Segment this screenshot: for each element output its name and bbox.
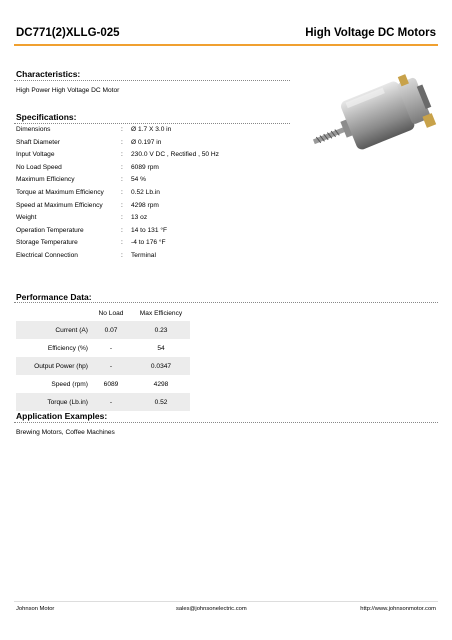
- spec-label: Weight: [16, 214, 37, 222]
- specifications-divider: [14, 123, 290, 124]
- application-text: Brewing Motors, Coffee Machines: [16, 429, 115, 436]
- row-label: Speed (rpm): [51, 380, 88, 388]
- application-heading: Application Examples:: [16, 411, 108, 421]
- no-load-value: 0.07: [90, 321, 132, 339]
- spec-row: [16, 214, 296, 227]
- spec-row: [16, 227, 296, 240]
- performance-col-no-load: No Load: [98, 310, 124, 317]
- max-efficiency-value: 0.52: [132, 393, 190, 411]
- spec-label: Operation Temperature: [16, 226, 84, 234]
- spec-value: 0.52 Lb.in: [131, 189, 160, 196]
- no-load-value: -: [109, 344, 113, 352]
- spec-colon: :: [121, 176, 123, 184]
- performance-table: [16, 306, 190, 411]
- spec-row: [16, 151, 296, 164]
- footer-email[interactable]: sales@johnsonelectric.com: [176, 606, 247, 612]
- header-divider: [14, 44, 438, 46]
- characteristics-text: High Power High Voltage DC Motor: [16, 87, 120, 94]
- spec-row: [16, 239, 296, 252]
- spec-label: Dimensions: [16, 126, 51, 133]
- characteristics-divider: [14, 80, 290, 81]
- no-load-value: -: [90, 357, 132, 375]
- characteristics-heading: Characteristics:: [16, 69, 81, 79]
- spec-colon: :: [121, 252, 123, 259]
- specifications-heading: Specifications:: [16, 112, 77, 122]
- spec-label: Torque at Maximum Efficiency: [16, 189, 104, 196]
- spec-value: 14 to 131 °F: [131, 226, 167, 234]
- footer-website[interactable]: http://www.johnsonmotor.com: [360, 606, 436, 612]
- table-row: [16, 339, 190, 357]
- spec-colon: :: [121, 138, 123, 146]
- spec-colon: :: [121, 214, 123, 222]
- spec-row: [16, 176, 296, 189]
- performance-col-blank: [16, 306, 90, 321]
- spec-label: Input Voltage: [16, 151, 55, 159]
- performance-heading: Performance Data:: [16, 292, 92, 302]
- spec-value: Ø 0.197 in: [131, 138, 162, 146]
- spec-value: -4 to 176 °F: [131, 239, 166, 247]
- spec-value: 6089 rpm: [131, 163, 159, 171]
- spec-row: [16, 189, 296, 202]
- spec-colon: :: [121, 239, 123, 247]
- spec-row: [16, 164, 296, 177]
- row-label: Torque (Lb.in): [16, 393, 90, 411]
- spec-value: 4298 rpm: [131, 201, 159, 209]
- spec-colon: :: [121, 163, 123, 171]
- spec-value: 230.0 V DC , Rectified , 50 Hz: [131, 151, 219, 159]
- performance-header-row: [16, 306, 190, 321]
- table-row: [16, 393, 190, 411]
- spec-colon: :: [121, 189, 123, 196]
- spec-row: [16, 139, 296, 152]
- max-efficiency-value: 54: [157, 344, 165, 352]
- product-category: High Voltage DC Motors: [305, 27, 436, 39]
- row-label: Output Power (hp): [16, 357, 90, 375]
- no-load-value: -: [90, 393, 132, 411]
- spec-value: 13 oz: [131, 214, 148, 222]
- motor-photo: [306, 64, 442, 162]
- spec-row: [16, 252, 296, 265]
- spec-row: [16, 126, 296, 139]
- footer-company: Johnson Motor: [16, 606, 55, 612]
- footer-divider: [14, 601, 438, 602]
- spec-colon: :: [121, 126, 123, 133]
- spec-colon: :: [121, 151, 123, 159]
- spec-label: Electrical Connection: [16, 252, 78, 259]
- no-load-value: 6089: [103, 380, 119, 388]
- table-row: [16, 357, 190, 375]
- row-label: Current (A): [16, 321, 90, 339]
- row-label: Efficiency (%): [47, 344, 88, 352]
- max-efficiency-value: 0.0347: [132, 357, 190, 375]
- spec-label: Shaft Diameter: [16, 138, 60, 146]
- performance-divider: [14, 302, 438, 303]
- spec-label: Maximum Efficiency: [16, 176, 75, 184]
- performance-col-max-efficiency: Max Efficiency: [139, 310, 183, 317]
- spec-label: Storage Temperature: [16, 239, 78, 247]
- spec-label: No Load Speed: [16, 163, 62, 171]
- max-efficiency-value: 0.23: [132, 321, 190, 339]
- spec-value: Ø 1.7 X 3.0 in: [131, 126, 172, 133]
- spec-colon: :: [121, 201, 123, 209]
- spec-colon: :: [121, 226, 123, 234]
- product-title: DC771(2)XLLG-025: [16, 27, 120, 39]
- table-row: [16, 321, 190, 339]
- spec-value: Terminal: [131, 252, 156, 259]
- max-efficiency-value: 4298: [153, 380, 169, 388]
- application-divider: [14, 422, 438, 423]
- spec-label: Speed at Maximum Efficiency: [16, 201, 103, 209]
- spec-row: [16, 202, 296, 215]
- table-row: [16, 375, 190, 393]
- spec-value: 54 %: [131, 176, 147, 184]
